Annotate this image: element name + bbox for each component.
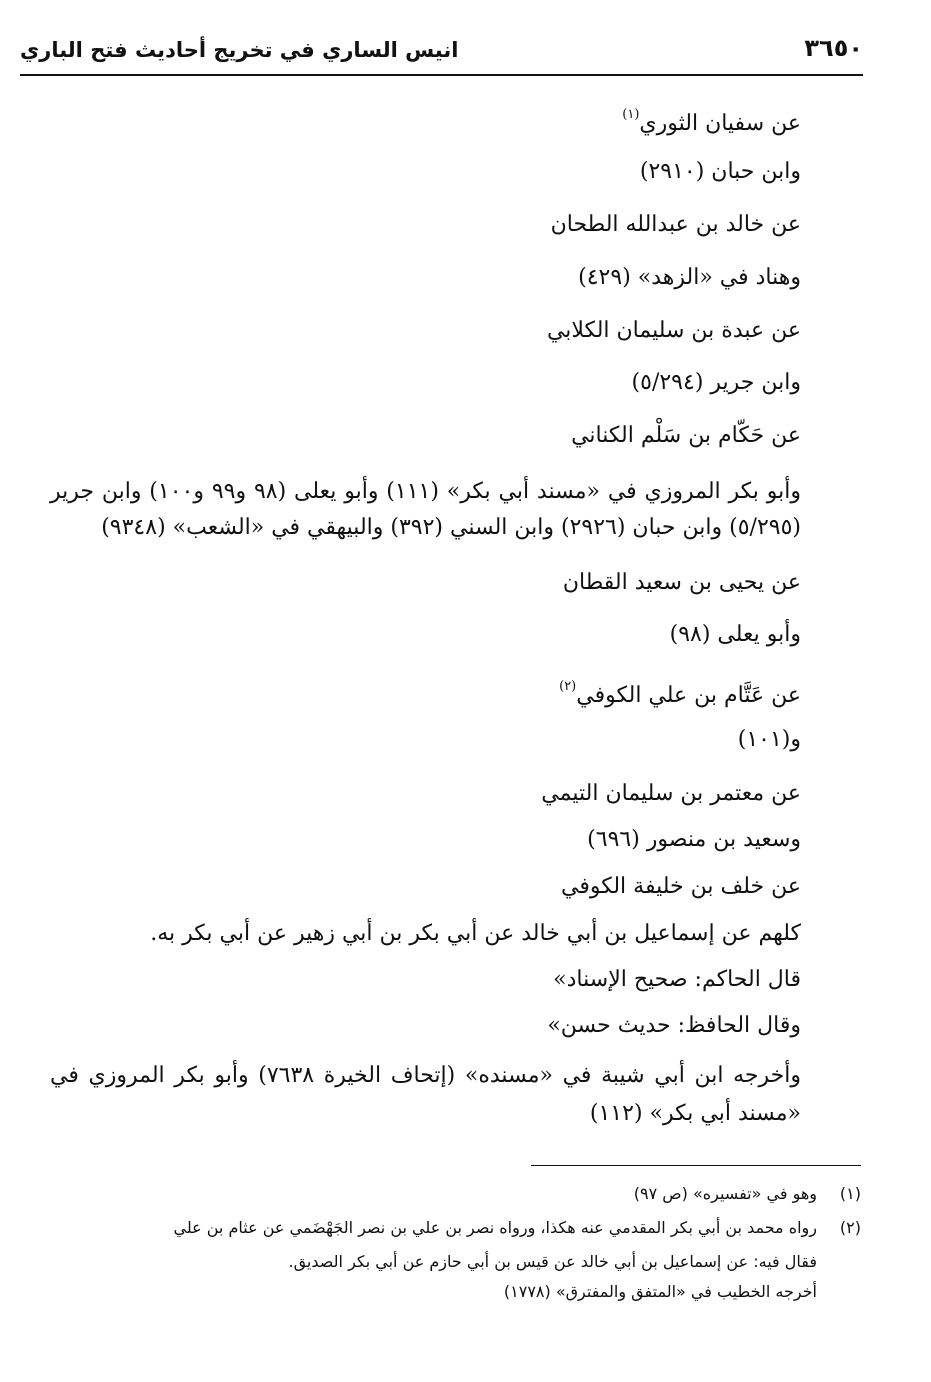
body-paragraph: وأخرجه ابن أبي شيبة في «مسنده» (إتحاف الخيرة ٧٦٣٨) وأبو بكر المروزي في «مسند أبي بكر» (١١٢) xyxy=(50,1063,801,1126)
running-title: انيس الساري في تخريج أحاديث فتح الباري xyxy=(20,38,459,62)
footnote-marker: (١) xyxy=(839,1184,861,1203)
body-line: وابن جرير (٥/٢٩٤) xyxy=(631,370,801,395)
body-line: عن يحيى بن سعيد القطان xyxy=(562,570,801,595)
body-line: عن خالد بن عبدالله الطحان xyxy=(550,212,801,237)
body-line: عن حَكّام بن سَلْم الكناني xyxy=(571,423,801,448)
body-line: عن خلف بن خليفة الكوفي xyxy=(560,874,801,899)
body-paragraph: وأبو بكر المروزي في «مسند أبي بكر» (١١١) وأبو يعلى (٩٨ و٩٩ و١٠٠) وابن جرير (٥/٢٩٥) وابن حبان (٢٩٢٦) وابن السني (٣٩٢) والبيهقي في «الشعب» (٩٣٤٨) xyxy=(50,479,801,540)
body-line: عن عَتَّام بن علي الكوفي$^{(٢)}$ xyxy=(559,679,801,708)
footnote-marker: (٢) xyxy=(839,1218,861,1237)
footnote-divider xyxy=(531,1165,861,1166)
footnote xyxy=(50,1214,861,1241)
body-line: عن سفيان الثوري$^{(١)}$ xyxy=(622,107,801,136)
footnote xyxy=(50,1180,861,1207)
footnote-ref: (١) xyxy=(622,107,640,122)
body-line: قال الحاكم: صحيح الإسناد» xyxy=(553,967,801,992)
footnote-continuation: أخرجه الخطيب في «المتفق والمفترق» (١٧٧٨) xyxy=(503,1282,817,1301)
page-header xyxy=(20,30,863,76)
body-line: وهناد في «الزهد» (٤٢٩) xyxy=(578,265,801,290)
footnote-text: رواه محمد بن أبي بكر المقدمي عنه هكذا، ورواه نصر بن علي بن نصر الجَهْضَمي عن عثام بن علي xyxy=(173,1218,817,1237)
footnote-continuation: فقال فيه: عن إسماعيل بن أبي خالد عن قيس بن أبي حازم عن أبي بكر الصديق. xyxy=(288,1252,817,1271)
footnote-text: وهو في «تفسيره» (ص ٩٧) xyxy=(633,1184,817,1203)
body-line: وأبو يعلى (٩٨) xyxy=(669,622,801,647)
page-number: ٣٦٥٠ xyxy=(804,34,863,62)
body-line: وقال الحافظ: حديث حسن» xyxy=(547,1013,801,1038)
body-line: كلهم عن إسماعيل بن أبي خالد عن أبي بكر بن أبي زهير عن أبي بكر به. xyxy=(150,921,801,946)
body-line: وابن حبان (٢٩١٠) xyxy=(639,159,801,184)
body-line: عن عبدة بن سليمان الكلابي xyxy=(546,318,801,343)
body-line: عن معتمر بن سليمان التيمي xyxy=(541,781,801,806)
body-line: و(١٠١) xyxy=(737,727,801,752)
footnote-ref: (٢) xyxy=(559,679,577,694)
body-line: وسعيد بن منصور (٦٩٦) xyxy=(587,827,801,852)
